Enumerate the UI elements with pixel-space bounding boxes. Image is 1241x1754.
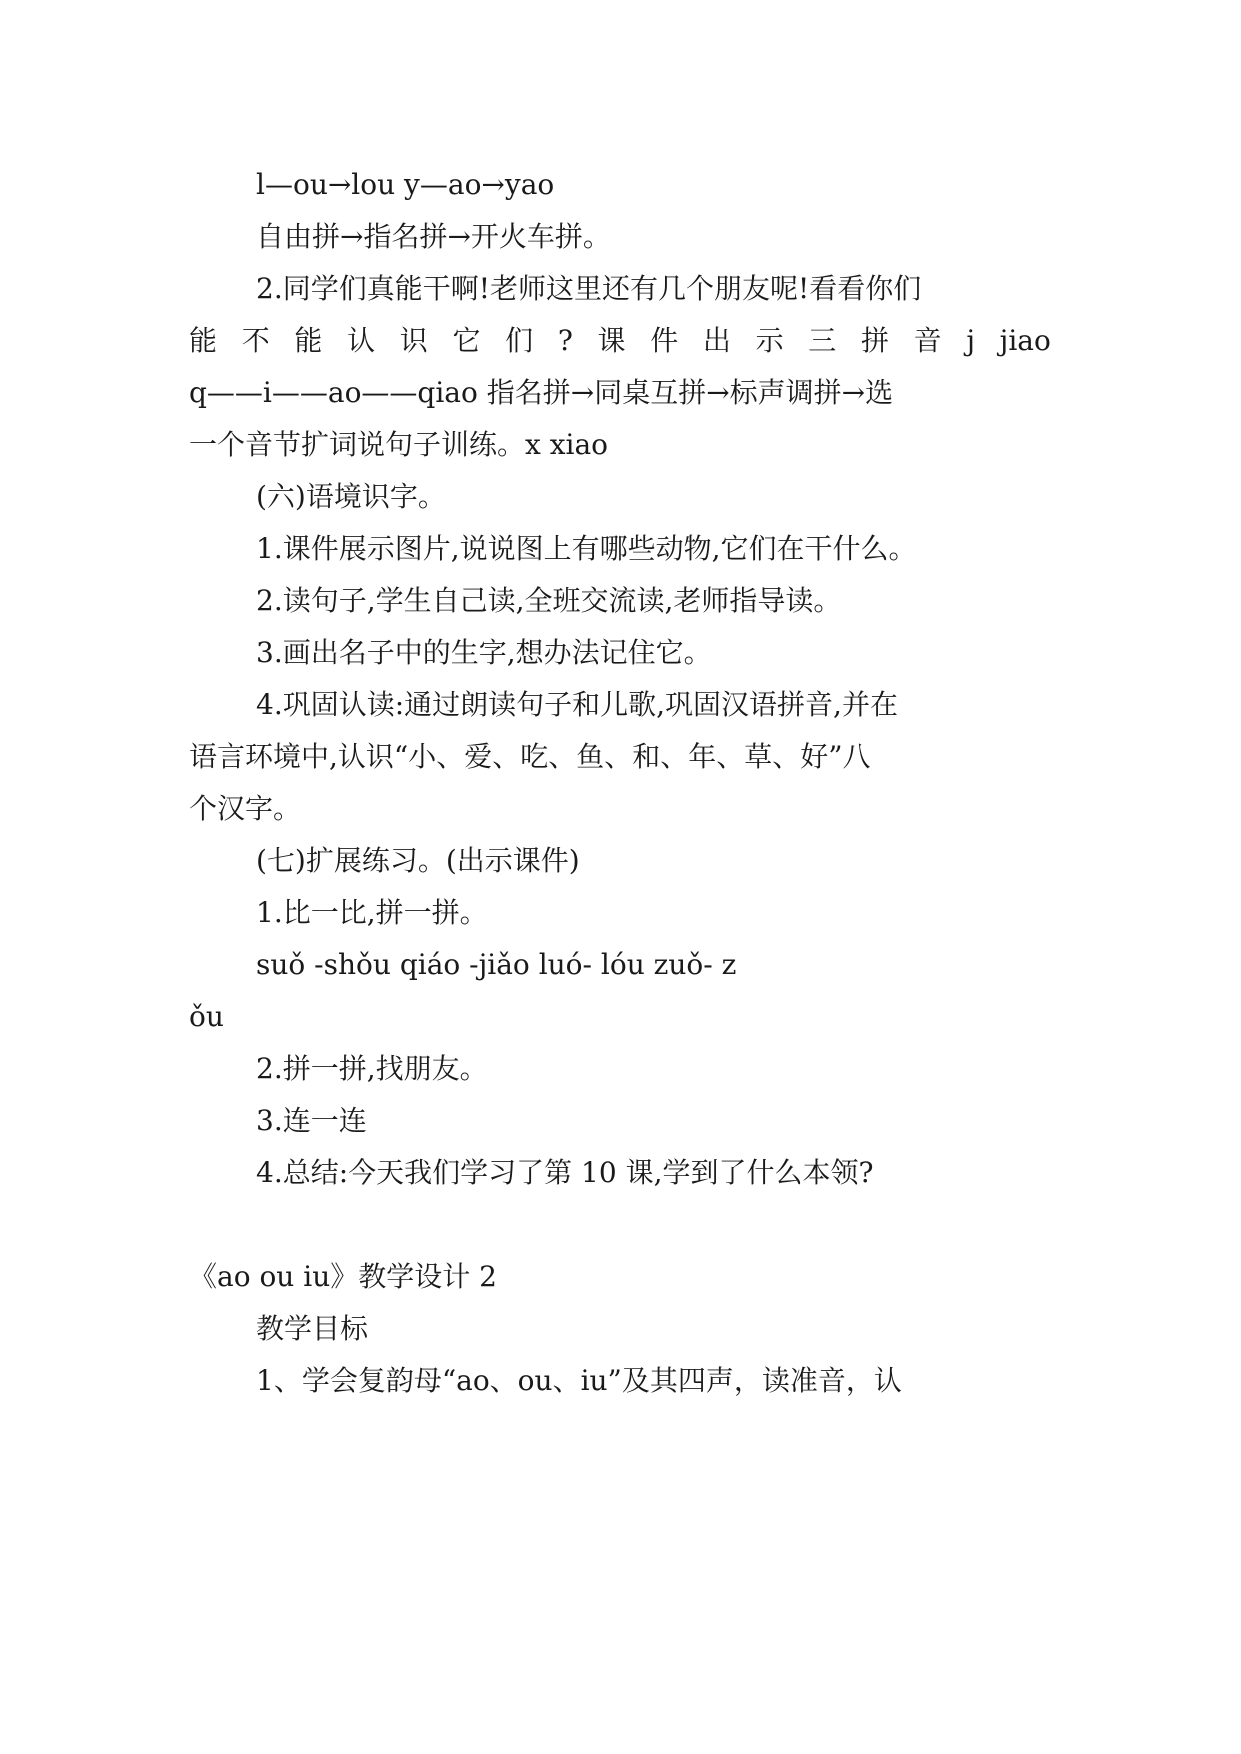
text-line: 1.课件展示图片,说说图上有哪些动物,它们在干什么。 — [256, 532, 917, 565]
text-token: 能 — [189, 324, 218, 357]
text-line: 3.画出名子中的生字,想办法记住它。 — [256, 636, 712, 669]
text-token: 它 — [452, 324, 481, 357]
text-token: j — [966, 324, 975, 357]
text-line: q——i——ao——qiao 指名拼→同桌互拼→标声调拼→选 — [189, 376, 894, 409]
text-line: 2.拼一拼,找朋友。 — [256, 1052, 488, 1085]
text-token: 音 — [913, 324, 942, 357]
text-token: 能 — [294, 324, 323, 357]
text-line: ǒu — [189, 1000, 224, 1033]
document-title: 《ao ou iu》教学设计 2 — [189, 1260, 497, 1293]
text-token: 们 — [505, 324, 534, 357]
text-line: suǒ -shǒu qiáo -jiǎo luó- lóu zuǒ- z — [256, 948, 737, 981]
text-token: 课 — [597, 324, 626, 357]
text-line: 3.连一连 — [256, 1104, 367, 1137]
text-line: 4.巩固认读:通过朗读句子和儿歌,巩固汉语拼音,并在 — [256, 688, 898, 721]
text-line: 2.同学们真能干啊!老师这里还有几个朋友呢!看看你们 — [256, 272, 922, 305]
section-heading: (六)语境识字。 — [256, 480, 446, 513]
text-line: 一个音节扩词说句子训练。x xiao — [189, 428, 608, 461]
text-line: 个汉字。 — [189, 792, 302, 825]
text-token: 件 — [650, 324, 679, 357]
text-line: 4.总结:今天我们学习了第 10 课,学到了什么本领? — [256, 1156, 874, 1189]
text-line: 语言环境中,认识“小、爱、吃、鱼、和、年、草、好”八 — [189, 740, 871, 773]
text-line: l—ou→lou y—ao→yao — [256, 168, 555, 201]
text-token: jiao — [999, 324, 1051, 357]
text-line — [189, 321, 1051, 361]
text-token: 出 — [702, 324, 731, 357]
section-heading: 教学目标 — [256, 1312, 369, 1345]
text-token: 拼 — [860, 324, 889, 357]
text-line: 自由拼→指名拼→开火车拼。 — [256, 220, 611, 253]
text-line: 2.读句子,学生自己读,全班交流读,老师指导读。 — [256, 584, 842, 617]
text-line: 1、学会复韵母“ao、ou、iu”及其四声，读准音，认 — [256, 1364, 902, 1397]
text-token: 识 — [399, 324, 428, 357]
text-line: 1.比一比,拼一拼。 — [256, 896, 488, 929]
text-token: 示 — [755, 324, 784, 357]
text-token: 认 — [347, 324, 376, 357]
text-token: 不 — [241, 324, 270, 357]
section-heading: (七)扩展练习。(出示课件) — [256, 844, 580, 877]
text-token: 三 — [808, 324, 837, 357]
text-token: ? — [557, 324, 573, 357]
